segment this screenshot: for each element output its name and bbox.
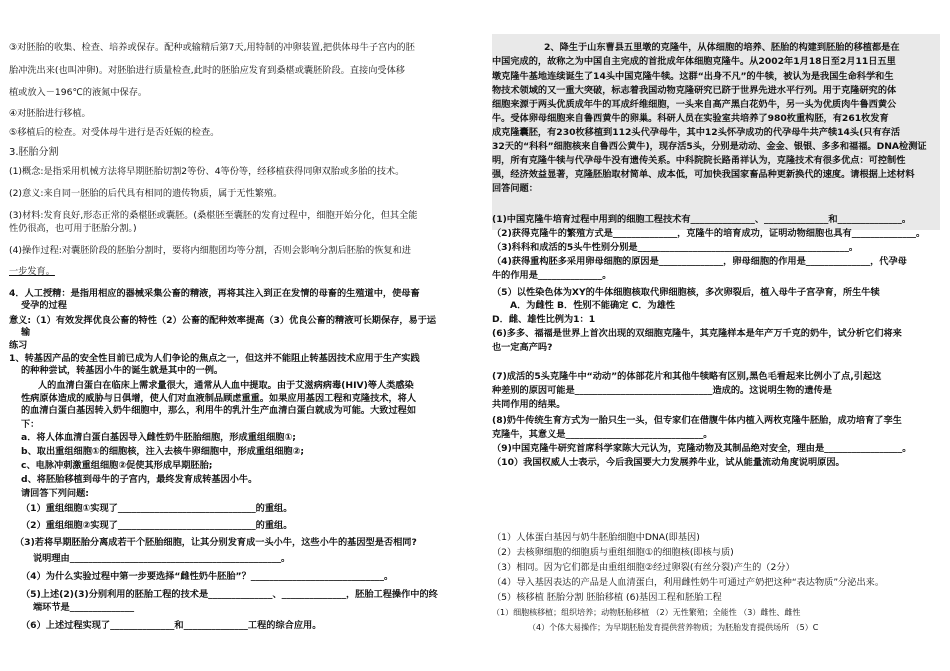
text-line: ④对胚胎进行移植。 — [9, 108, 91, 119]
text-line: 人的血清白蛋白在临床上需求量很大，通常从人血中提取。由于艾滋病病毒(HIV)等人类感染 — [38, 380, 414, 391]
question-line: （3)若将早期胚胎分离成若干个胚胎细胞，让其分别发育成一头小牛，这些小牛的基因型是否相同? — [15, 537, 417, 548]
text-line: 意义:（1）有效发挥优良公畜的特性（2）公畜的配种效率提高（3）优良公畜的精液可长期保存，易于运 — [9, 315, 437, 326]
text-line: 中国完成的，故称之为中国自主完成的首批成年体细胞克隆牛。从2002年1月18日至2月11日五里 — [492, 56, 896, 67]
question-line: (8)奶牛传统生育方式为一胎只生一头，但专家们在借腹牛体内植入两枚克隆牛胚胎，成功培育了孪生 — [492, 415, 902, 426]
answer-line: （5）核移植 胚胎分割 胚胎移植 (6)基因工程和胚胎工程 — [492, 592, 722, 603]
text-line: (1)概念:是指采用机械方法将早期胚胎切割2等份、4等份等，经移植获得同卵双胎或多胎的技术。 — [9, 166, 405, 177]
text-line: 成克隆囊胚，有230枚移植到112头代孕母牛，其中12头怀孕成功的代孕母牛共产犊14头(只有存活 — [492, 127, 901, 138]
text-line: 牛。受体卵母细胞来自鲁西黄牛的卵巢。科研人员在实验室共培养了980枚重构胚，有261枚发育 — [492, 113, 889, 124]
question-line: （9)中国克隆牛研究首席科学家陈大元认为，克隆动物及其制品绝对安全，理由是_________________。 — [492, 443, 912, 454]
choice-line: A．为雌性 B．性别不能确定 C．为雄性 — [510, 300, 676, 311]
question-line: （3)科科和成活的5头牛性别分别是______________________________________________。 — [492, 242, 859, 253]
answer-line: （1）人体蛋白基因与奶牛胚胎细胞中DNA(即基因) — [492, 532, 700, 543]
answer-line: （2）去核卵细胞的细胞质与重组细胞①的细胞核(即核与质) — [492, 547, 734, 558]
question-line: 说明理由______________________________________________。 — [33, 553, 291, 564]
text-line: 植或放入－196℃的液氮中保存。 — [9, 87, 148, 98]
question-line: 牛的作用是______________。 — [492, 270, 612, 281]
text-line: 强，经济效益显著，克隆胚胎取材简单、成本低，可加快我国家畜品种更新换代的速度。请根据上述材料 — [492, 169, 915, 180]
text-line: 回答问题： — [492, 183, 538, 194]
text-line: 32天的“科科”细胞核来自鲁西公黄牛)，现存活5头，分别是动动、金金、银银、多多和福福。DNA检测证 — [492, 141, 927, 152]
question-line: （4）为什么实验过程中第一步要选择“雌性奶牛胚胎”？_____________________________。 — [21, 571, 394, 582]
text-line: 细胞来源于两头优质成年牛的耳成纤维细胞，一头来自高产黑白花奶牛，另一头为优质肉牛鲁西黄公 — [492, 99, 897, 110]
text-line: (2)意义:来自同一胚胎的后代具有相同的遗传物质，属于无性繁殖。 — [9, 188, 283, 199]
text-line: 的血清白蛋白基因转入奶牛细胞中，那么，利用牛的乳汁生产血清白蛋白就成为可能。大致过程如 — [21, 405, 417, 416]
question-line: （2）重组细胞②实现了______________________________的重组。 — [21, 520, 293, 531]
answer-line: （4）导入基因表达的产品是人血清蛋白，利用雌性奶牛可通过产奶把这种“表达物质”分泌出来。 — [492, 577, 885, 588]
question-line: 克隆牛，其意义是______________________________。 — [492, 429, 713, 440]
question-line: （5）以性染色体为XY的牛体细胞核取代卵细胞核，多次卵裂后，植入母牛子宫孕育，所生牛犊 — [492, 287, 880, 298]
answer-line: （3）相同。因为它们都是由重组细胞②经过卵裂(有丝分裂)产生的（2分） — [492, 562, 795, 573]
text-line: a．将人体血清白蛋白基因导入雌性奶牛胚胎细胞，形成重组细胞①; — [21, 432, 296, 443]
text-line: ③对胚胎的收集、检查、培养或保存。配种或输精后第7天,用特制的冲卵装置,把供体母牛子宫内的胚 — [9, 42, 415, 53]
question-line: （10）我国权威人士表示，今后我国要大力发展养牛业，试从能量流动角度说明原因。 — [492, 457, 845, 468]
question-line: （4)获得重构胚多采用卵母细胞的原因是______________，卵母细胞的作用是______________，代孕母 — [492, 256, 907, 267]
text-line: c、电脉冲刺激重组细胞②促使其形成早期胚胎; — [21, 460, 213, 471]
question-line: 共同作用的结果。 — [492, 399, 566, 410]
question-line: （5)上述(2)(3)分别利用的胚胎工程的技术是______________、______________，胚胎工程操作中的终 — [21, 589, 438, 600]
text-line: 1、转基因产品的安全性目前已成为人们争论的焦点之一，但这并不能阻止转基因技术应用于生产实践 — [9, 353, 420, 364]
text-line: 请回答下列问题: — [21, 488, 89, 499]
choice-line: D．雌、雄性比例为1：1 — [492, 314, 596, 325]
text-line: d、将胚胎移植到母牛的子宫内，最终发育成转基因小牛。 — [21, 474, 258, 485]
text-line: 下： — [21, 419, 40, 430]
section-heading: 练习 — [9, 340, 28, 351]
question-line: （6）上述过程实现了______________和______________工程的综合应用。 — [21, 620, 322, 631]
text-line: 胎冲洗出来(也叫冲卵)。对胚胎进行质量检查,此时的胚胎应发育到桑椹或囊胚阶段。直接向受体移 — [9, 65, 405, 76]
question-line: (7)成活的5头克隆牛中“动动”的体部花片和其他牛犊略有区别,黑色毛看起来比例小了点,引起这 — [492, 371, 882, 382]
text-line: 的种种尝试，转基因小牛的诞生就是其中的一例。 — [21, 365, 224, 376]
section-heading: 4．人工授精：是指用相应的器械采集公畜的精液，再将其注入到正在发情的母畜的生殖道中，使母畜 — [9, 288, 420, 299]
question-line: (6)多多、福福是世界上首次出现的双细胞克隆牛，其克隆样本是年产万千克的奶牛，试分析它们将来 — [492, 328, 902, 339]
text-line: (4)操作过程:对囊胚阶段的胚胎分割时，要将内细胞团均等分割，否则会影响分割后胚胎的恢复和进 — [9, 245, 411, 256]
question-line: 端环节是______________ — [33, 602, 135, 613]
text-line: b、取出重组细胞①的细胞核，注入去核牛卵细胞中，形成重组细胞②; — [21, 446, 305, 457]
text-line: 墩克隆牛基地连续诞生了14头中国克隆牛犊。这群“出身不凡”的牛犊，被认为是我国生命科学和生 — [492, 71, 894, 82]
text-line: 物技术领域的又一重大突破，标志着我国动物克隆研究已跻于世界先进水平行列。用于克隆研究的体 — [492, 85, 897, 96]
question-line: 也一定高产吗? — [492, 342, 553, 353]
text-line: 一步发育。 — [9, 266, 55, 277]
text-line: 性仍很高，也可用于胚胎分割。) — [9, 223, 137, 234]
question-line: （1）重组细胞①实现了______________________________的重组。 — [21, 503, 293, 514]
question-line: (1)中国克隆牛培育过程中用到的细胞工程技术有______________、______________和______________。 — [492, 214, 912, 225]
question-line: （2)获得克隆牛的繁殖方式是______________，克隆牛的培育成功，证明动物细胞也具有______________。 — [492, 228, 926, 239]
text-line: 性病原体造成的威胁与日俱增，使人们对血液制品顾虑重重。如果应用基因工程和克隆技术，将人 — [21, 393, 417, 404]
text-line: 明，所有克隆牛犊与代孕母牛没有遗传关系。中科院院长路甬祥认为，克隆技术有很多优点：可控制性 — [492, 155, 906, 166]
answer-line: （1）细胞核移植；组织培养；动物胚胎移植 （2）无性繁殖；全能性 （3）雌性、雌性 — [492, 608, 801, 617]
text-line: 受孕的过程 — [21, 300, 67, 311]
text-line: 2、降生于山东曹县五里墩的克隆牛，从体细胞的培养、胚胎的构建到胚胎的移植都是在 — [544, 42, 900, 53]
section-heading: 3.胚胎分割 — [9, 147, 59, 158]
text-line: (3)材料:发育良好,形态正常的桑椹胚或囊胚。(桑椹胚至囊胚的发育过程中，细胞开始分化，但其全能 — [9, 210, 418, 221]
text-line: 输 — [21, 327, 31, 338]
text-line: ⑤移植后的检查。对受体母牛进行是否妊娠的检查。 — [9, 127, 220, 138]
answer-line: （4）个体大易操作；为早期胚胎发育提供营养物质；为胚胎发育提供场所 （5）C — [528, 623, 819, 632]
question-line: 种差别的原因可能是______________________________造成的。这说明生物的遗传是 — [492, 385, 832, 396]
